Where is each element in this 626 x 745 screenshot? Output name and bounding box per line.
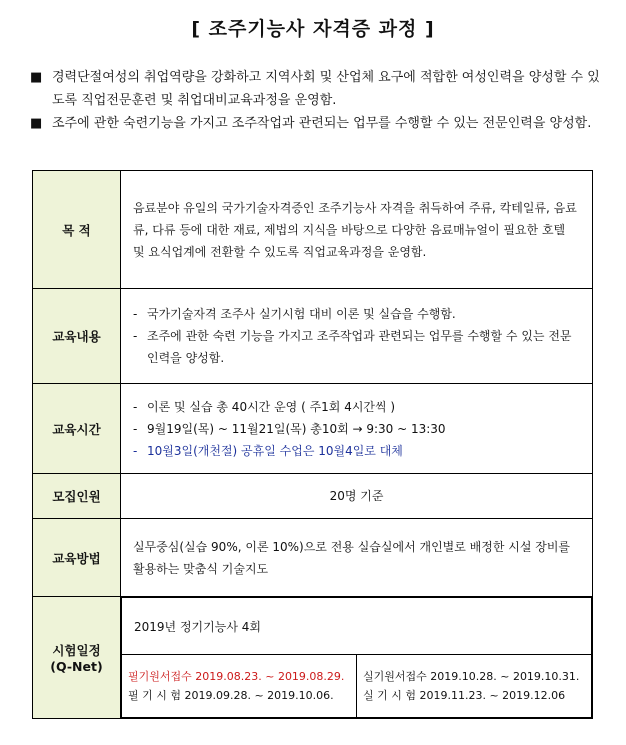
time-cell (121, 384, 593, 474)
table-row (33, 171, 593, 289)
table-row (122, 655, 592, 718)
list-item (133, 440, 580, 462)
table-row (33, 597, 593, 719)
practical-exam-text: 실 기 시 험 2019.11.23. ~ 2019.12.06 (363, 689, 566, 702)
exam-schedule-table (121, 597, 592, 718)
dash-marker: - (133, 421, 138, 436)
dash-marker: - (133, 399, 138, 414)
exam-round-text: 2019년 정기기능사 4회 (122, 598, 592, 655)
bullet-text: 조주에 관한 숙련기능을 가지고 조주작업과 관련되는 업무를 수행할 수 있는 전문인력을 양성함. (52, 116, 592, 131)
bullet-text: 경력단절여성의 취업역량을 강화하고 지역사회 및 산업체 요구에 적합한 여성인력을 양성할 수 있도록 직업전문훈련 및 취업대비교육과정을 운영함. (52, 70, 600, 108)
time-header: 교육시간 (33, 384, 121, 474)
table-row (33, 519, 593, 597)
content-item-text: 조주에 관한 숙련 기능을 가지고 조주작업과 관련되는 업무를 수행할 수 있는 전문인력을 양성함. (147, 329, 572, 365)
recruit-text: 20명 기준 (121, 474, 593, 519)
table-row (33, 474, 593, 519)
exam-header-sub: (Q-Net) (50, 659, 103, 674)
list-item (133, 418, 580, 440)
page-title: [ 조주기능사 자격증 과정 ] (191, 18, 435, 40)
written-schedule (122, 655, 357, 718)
list-item (133, 325, 580, 369)
exam-cell (121, 597, 593, 719)
purpose-header: 목 적 (33, 171, 121, 289)
bullet-item (30, 66, 600, 112)
table-row (122, 598, 592, 655)
method-header: 교육방법 (33, 519, 121, 597)
recruit-header: 모집인원 (33, 474, 121, 519)
square-bullet-icon: ■ (30, 116, 43, 131)
content-header: 교육내용 (33, 289, 121, 384)
practical-apply-text: 실기원서접수 2019.10.28. ~ 2019.10.31. (363, 670, 580, 683)
content-item-text: 국가기술자격 조주사 실기시험 대비 이론 및 실습을 수행함. (147, 307, 456, 321)
table-row (33, 289, 593, 384)
practical-schedule (357, 655, 592, 718)
written-apply-text: 필기원서접수 2019.08.23. ~ 2019.08.29. (128, 670, 345, 683)
method-text: 실무중심(실습 90%, 이론 10%)으로 전용 실습실에서 개인별로 배정한 시설 장비를 활용하는 맞춤식 기술지도 (121, 519, 593, 597)
table-row (33, 384, 593, 474)
bullet-item (30, 112, 600, 135)
time-item-text: 9월19일(목) ~ 11월21일(목) 총10회 → 9:30 ~ 13:30 (147, 421, 446, 436)
dash-marker: - (133, 443, 138, 458)
square-bullet-icon: ■ (30, 70, 43, 85)
list-item (133, 396, 580, 418)
course-info-table (32, 170, 593, 719)
time-item-text: 이론 및 실습 총 40시간 운영 ( 주1회 4시간씩 ) (147, 399, 396, 414)
list-item (133, 303, 580, 325)
holiday-note: 10월3일(개천절) 공휴일 수업은 10월4일로 대체 (147, 443, 403, 458)
content-cell (121, 289, 593, 384)
exam-header (33, 597, 121, 719)
written-exam-text: 필 기 시 험 2019.09.28. ~ 2019.10.06. (128, 689, 334, 702)
dash-marker: - (133, 329, 138, 343)
dash-marker: - (133, 307, 138, 321)
intro-bullets (30, 66, 600, 135)
purpose-text: 음료분야 유일의 국가기술자격증인 조주기능사 자격을 취득하여 주류, 칵테일류, 음료류, 다류 등에 대한 재료, 제법의 지식을 바탕으로 다양한 음료매뉴얼이 필요한 호텔 및 요식업계에 전환할 수 있도록 직업교육과정을 운영함. (121, 171, 593, 289)
exam-header-label: 시험일정 (52, 643, 101, 658)
